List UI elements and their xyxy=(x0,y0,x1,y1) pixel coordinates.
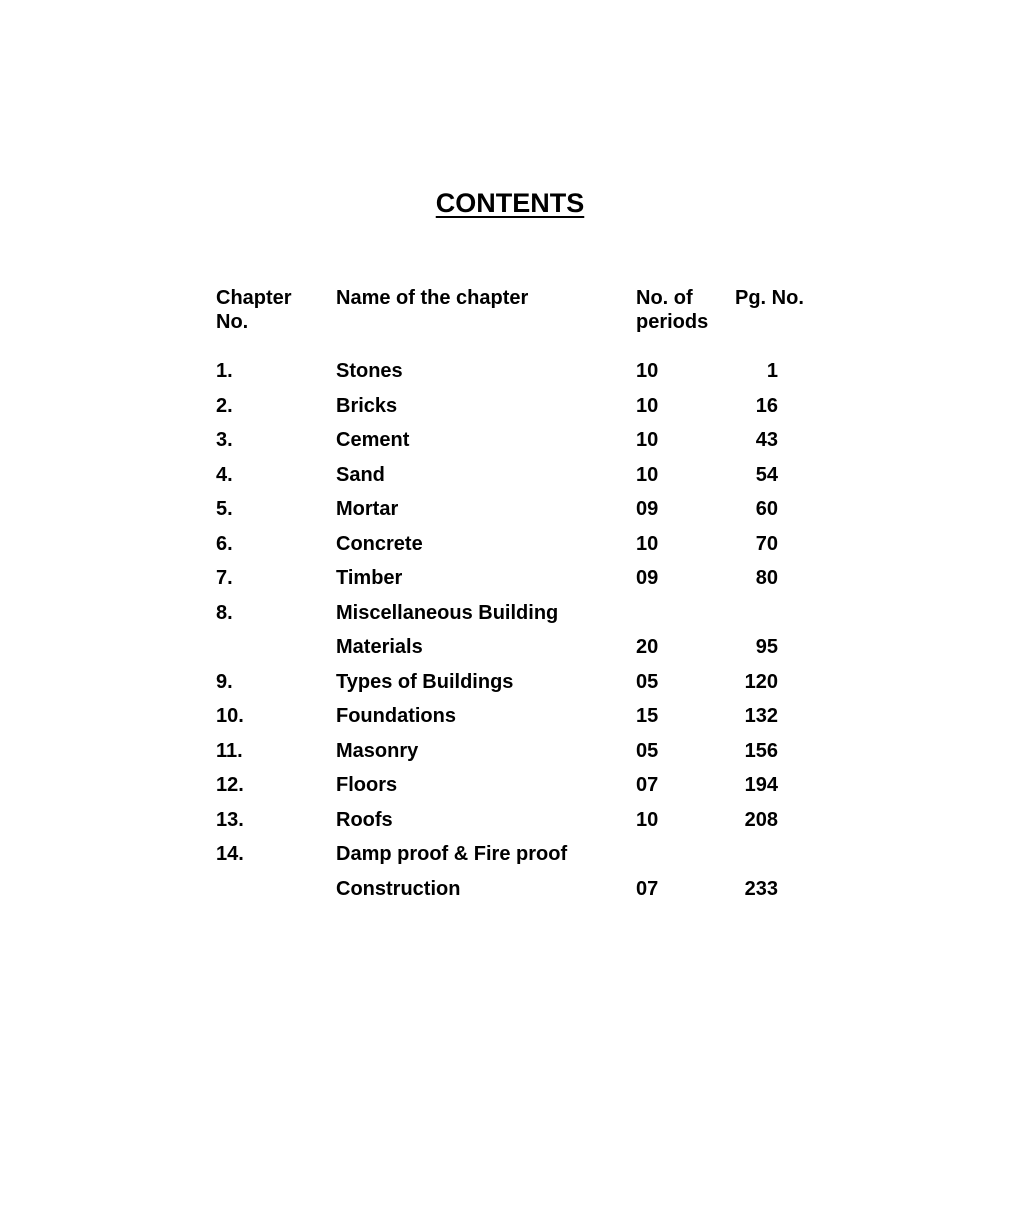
chapter-name: Types of Buildings xyxy=(336,670,514,693)
chapter-name: Damp proof & Fire proof xyxy=(336,843,568,865)
periods-count: 10 xyxy=(636,532,659,555)
table-row xyxy=(216,458,836,493)
table-row xyxy=(216,803,836,838)
chapter-name: Cement xyxy=(336,429,410,451)
periods-count: 07 xyxy=(636,774,659,796)
chapter-name: Stones xyxy=(336,360,403,382)
chapter-name: Concrete xyxy=(336,532,423,555)
table-row xyxy=(216,561,836,596)
page-number: 120 xyxy=(744,670,778,693)
page-number: 80 xyxy=(755,567,778,589)
chapter-number: 8. xyxy=(216,601,233,624)
chapter-name: Bricks xyxy=(336,394,398,417)
chapter-name: Miscellaneous Building xyxy=(336,601,559,624)
periods-count: 10 xyxy=(636,463,659,486)
table-row xyxy=(216,596,836,631)
header-periods: No. of periods xyxy=(636,287,709,333)
page-number: 1 xyxy=(766,360,778,382)
header-page: Pg. No. xyxy=(735,287,804,309)
chapter-name: Foundations xyxy=(336,705,456,727)
table-row xyxy=(216,699,836,734)
chapter-number: 2. xyxy=(216,394,233,417)
header-chapter-no: Chapter No. xyxy=(216,287,292,333)
page-number: 194 xyxy=(744,774,778,796)
periods-count: 05 xyxy=(636,739,659,762)
chapter-name: Mortar xyxy=(336,498,399,520)
chapter-name: Sand xyxy=(336,463,385,486)
chapter-number: 9. xyxy=(216,670,233,693)
periods-count: 10 xyxy=(636,394,659,417)
periods-count: 07 xyxy=(636,877,659,900)
contents-table xyxy=(216,286,836,906)
chapter-number: 12. xyxy=(216,774,244,796)
table-row xyxy=(216,527,836,562)
chapter-number: 6. xyxy=(216,532,233,555)
chapter-name: Construction xyxy=(336,877,461,900)
chapter-number: 13. xyxy=(216,808,244,831)
chapter-name: Floors xyxy=(336,774,398,796)
periods-count: 15 xyxy=(636,705,659,727)
table-row xyxy=(216,423,836,458)
periods-count: 09 xyxy=(636,567,659,589)
chapter-name: Roofs xyxy=(336,808,393,831)
page-number: 132 xyxy=(744,705,778,727)
table-row xyxy=(216,768,836,803)
periods-count: 09 xyxy=(636,498,659,520)
periods-count: 20 xyxy=(636,636,659,658)
chapter-number: 10. xyxy=(216,705,244,727)
page-title xyxy=(0,185,1020,221)
chapter-number: 5. xyxy=(216,498,233,520)
table-header xyxy=(216,286,836,354)
periods-count: 10 xyxy=(636,429,659,451)
page-number: 60 xyxy=(755,498,778,520)
table-row xyxy=(216,872,836,907)
chapter-number: 7. xyxy=(216,567,233,589)
page-number: 54 xyxy=(755,463,778,486)
chapter-number: 1. xyxy=(216,360,233,382)
page-number: 208 xyxy=(744,808,778,831)
page-number: 43 xyxy=(755,429,778,451)
table-body xyxy=(216,354,836,906)
table-row xyxy=(216,354,836,389)
table-row xyxy=(216,389,836,424)
title-text: CONTENTS xyxy=(435,188,585,218)
page-number: 156 xyxy=(744,739,778,762)
chapter-number: 11. xyxy=(216,739,243,762)
chapter-number: 14. xyxy=(216,843,244,865)
chapter-number: 3. xyxy=(216,429,233,451)
chapter-name: Masonry xyxy=(336,739,419,762)
table-row xyxy=(216,665,836,700)
page-number: 70 xyxy=(755,532,778,555)
periods-count: 10 xyxy=(636,360,659,382)
table-row xyxy=(216,492,836,527)
chapter-number: 4. xyxy=(216,463,233,486)
page-number: 233 xyxy=(744,877,778,900)
table-row xyxy=(216,734,836,769)
table-row xyxy=(216,837,836,872)
chapter-name: Timber xyxy=(336,567,403,589)
periods-count: 05 xyxy=(636,670,659,693)
page-number: 95 xyxy=(755,636,778,658)
header-name: Name of the chapter xyxy=(336,287,529,309)
page-number: 16 xyxy=(755,394,778,417)
periods-count: 10 xyxy=(636,808,659,831)
table-row xyxy=(216,630,836,665)
chapter-name: Materials xyxy=(336,636,423,658)
